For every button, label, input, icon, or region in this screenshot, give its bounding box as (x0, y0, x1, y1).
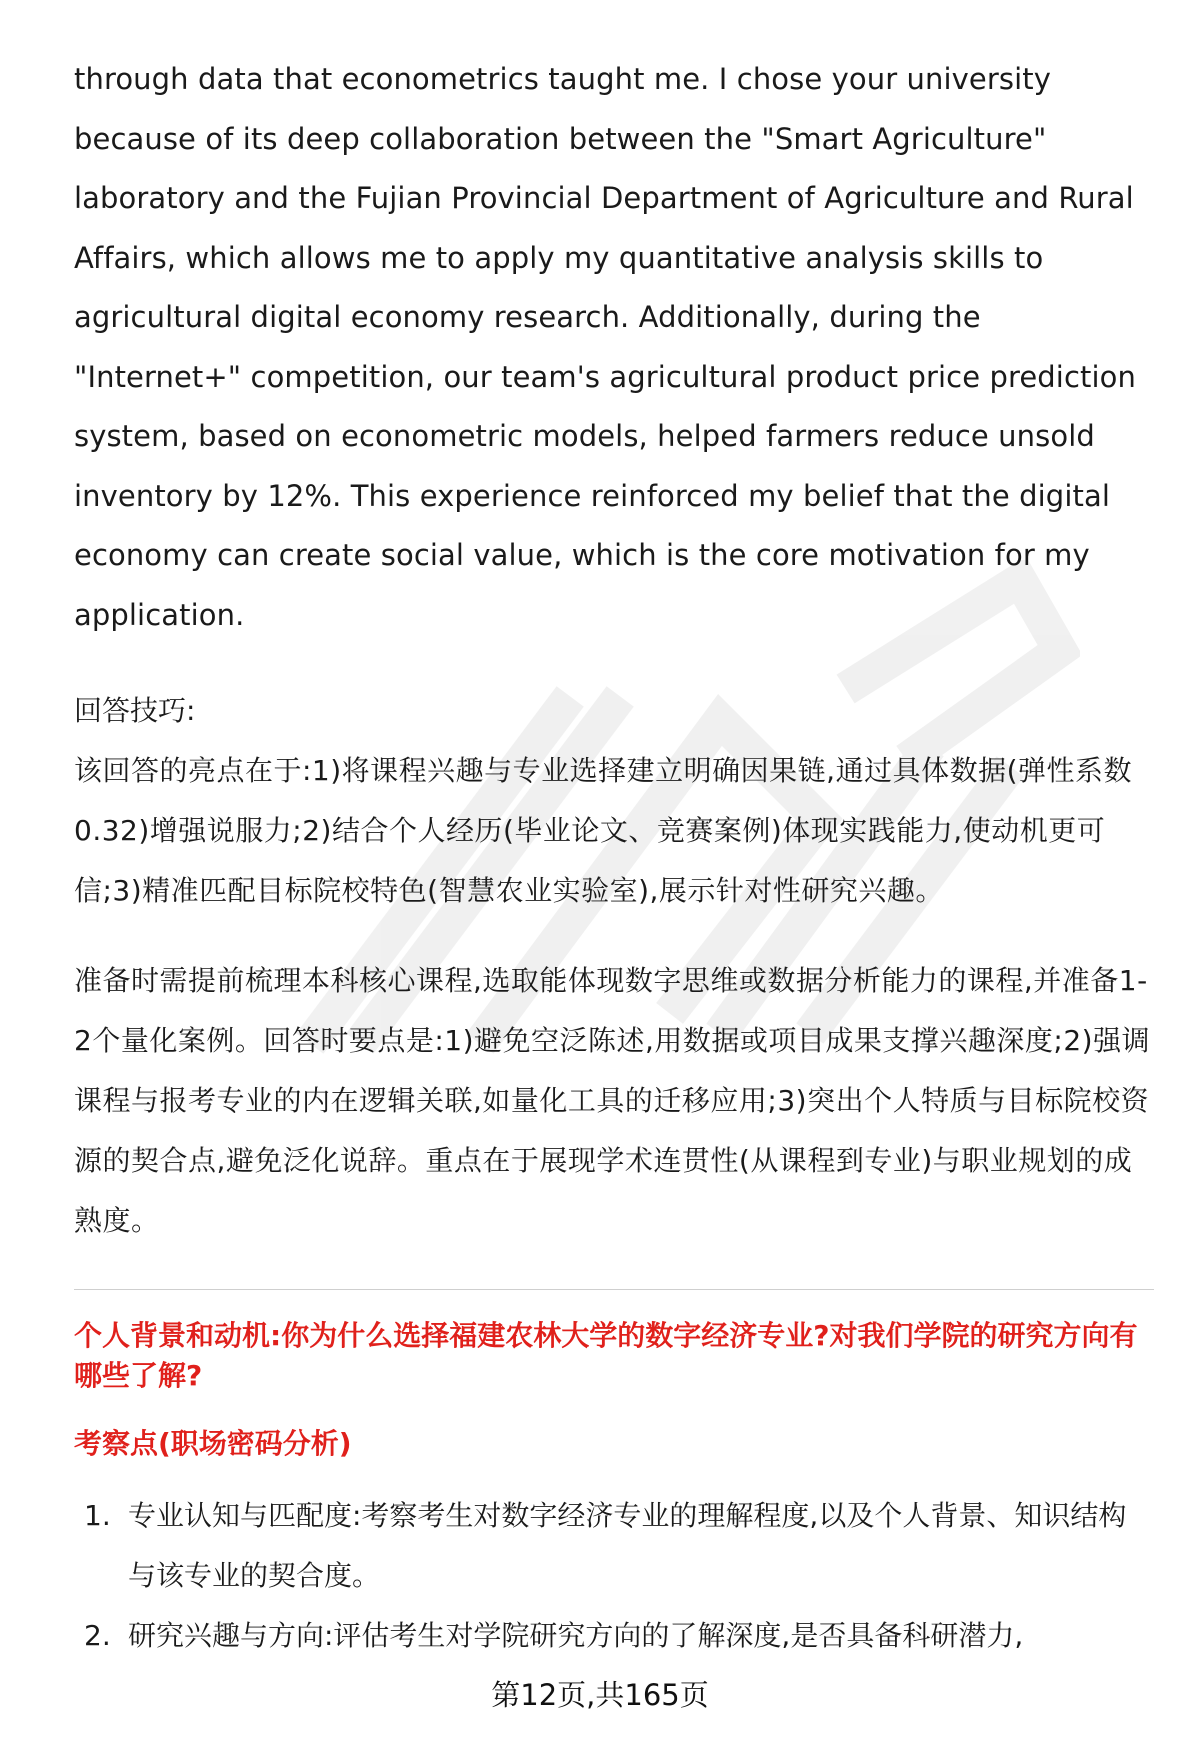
page-footer: 第12页,共165页 (491, 1678, 709, 1712)
section-divider (74, 1289, 1154, 1290)
exam-points-list (74, 1486, 1154, 1666)
list-item (74, 1486, 1154, 1606)
list-item (74, 1606, 1154, 1666)
document-page (74, 50, 1154, 1666)
list-item-text: 专业认知与匹配度:考察考生对数字经济专业的理解程度,以及个人背景、知识结构与该专业的契合度。 (128, 1499, 1127, 1592)
question-title: 个人背景和动机:你为什么选择福建农林大学的数字经济专业?对我们学院的研究方向有哪些了解? (74, 1319, 1138, 1392)
tips-paragraph-2: 准备时需提前梳理本科核心课程,选取能体现数字思维或数据分析能力的课程,并准备1-2个量化案例。回答时要点是:1)避免空泛陈述,用数据或项目成果支撑兴趣深度;2)强调课程与报考专业的内在逻辑关联,如量化工具的迁移应用;3)突出个人特质与目标院校资源的契合点,避免泛化说辞。重点在于展现学术连贯性(从课程到专业)与职业规划的成熟度。 (74, 964, 1151, 1237)
list-item-number: 2. (84, 1619, 111, 1652)
list-item-number: 1. (84, 1499, 111, 1532)
answer-paragraph-en: through data that econometrics taught me. I chose your university because of its deep collaboration between the "Smart Agriculture" laboratory and the Fujian Provincial Department of Agriculture and Rural Affairs, which allows me to apply my quantitative analysis skills to agricultural digital economy research. Additionally, during the "Internet+" competition, our team's agricultural product price prediction system, based on econometric models, helped farmers reduce unsold inventory by 12%. This experience reinforced my belief that the digital economy can create social value, which is the core motivation for my application. (74, 62, 1136, 632)
exam-points-title: 考察点(职场密码分析) (74, 1427, 352, 1460)
tips-paragraph-1: 该回答的亮点在于:1)将课程兴趣与专业选择建立明确因果链,通过具体数据(弹性系数0.32)增强说服力;2)结合个人经历(毕业论文、竞赛案例)体现实践能力,使动机更可信;3)精准匹配目标院校特色(智慧农业实验室),展示针对性研究兴趣。 (74, 754, 1133, 907)
tips-label: 回答技巧: (74, 694, 196, 727)
list-item-text: 研究兴趣与方向:评估考生对学院研究方向的了解深度,是否具备科研潜力, (128, 1619, 1024, 1652)
